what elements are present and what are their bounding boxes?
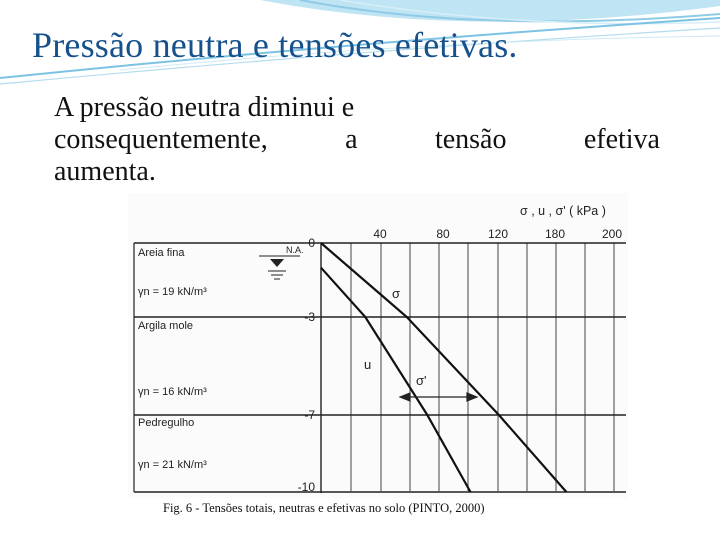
layer-name: Pedregulho — [138, 417, 195, 429]
stress-profile-figure — [128, 193, 628, 498]
body-word: efetiva — [583, 124, 660, 155]
pore-pressure-curve-label: u — [364, 357, 372, 372]
body-word: a — [345, 124, 358, 155]
slide-body-text — [54, 92, 660, 188]
layer-unit-weight: γn = 21 kN/m³ — [138, 459, 207, 471]
depth-tick-label: -7 — [304, 408, 315, 422]
body-line-1: A pressão neutra diminui e — [54, 92, 355, 123]
x-tick-label: 40 — [373, 227, 387, 241]
layer-unit-weight: γn = 19 kN/m³ — [138, 286, 207, 298]
slide-title: Pressão neutra e tensões efetivas. — [32, 25, 518, 65]
effective-stress-label: σ' — [416, 373, 427, 388]
layer-name: Argila mole — [138, 320, 194, 332]
figure-caption: Fig. 6 - Tensões totais, neutras e efetivas no solo (PINTO, 2000) — [163, 501, 485, 515]
depth-tick-label: 0 — [308, 236, 315, 250]
x-tick-label: 180 — [544, 227, 566, 241]
body-word: tensão — [434, 124, 507, 155]
x-tick-label: 120 — [487, 227, 509, 241]
body-line-2 — [54, 124, 660, 156]
body-line-3: aumenta. — [54, 156, 156, 187]
body-word: consequentemente, — [54, 124, 268, 155]
depth-tick-label: -10 — [297, 480, 315, 494]
sigma-curve-label: σ — [392, 286, 401, 301]
x-tick-label: 200 — [601, 227, 623, 241]
axis-header: σ , u , σ' ( kPa ) — [520, 204, 606, 218]
layer-unit-weight: γn = 16 kN/m³ — [138, 386, 207, 398]
water-level-label: N.A. — [286, 245, 304, 255]
x-tick-label: 80 — [436, 227, 450, 241]
layer-name: Areia fina — [138, 247, 185, 259]
depth-tick-label: -3 — [304, 310, 315, 324]
